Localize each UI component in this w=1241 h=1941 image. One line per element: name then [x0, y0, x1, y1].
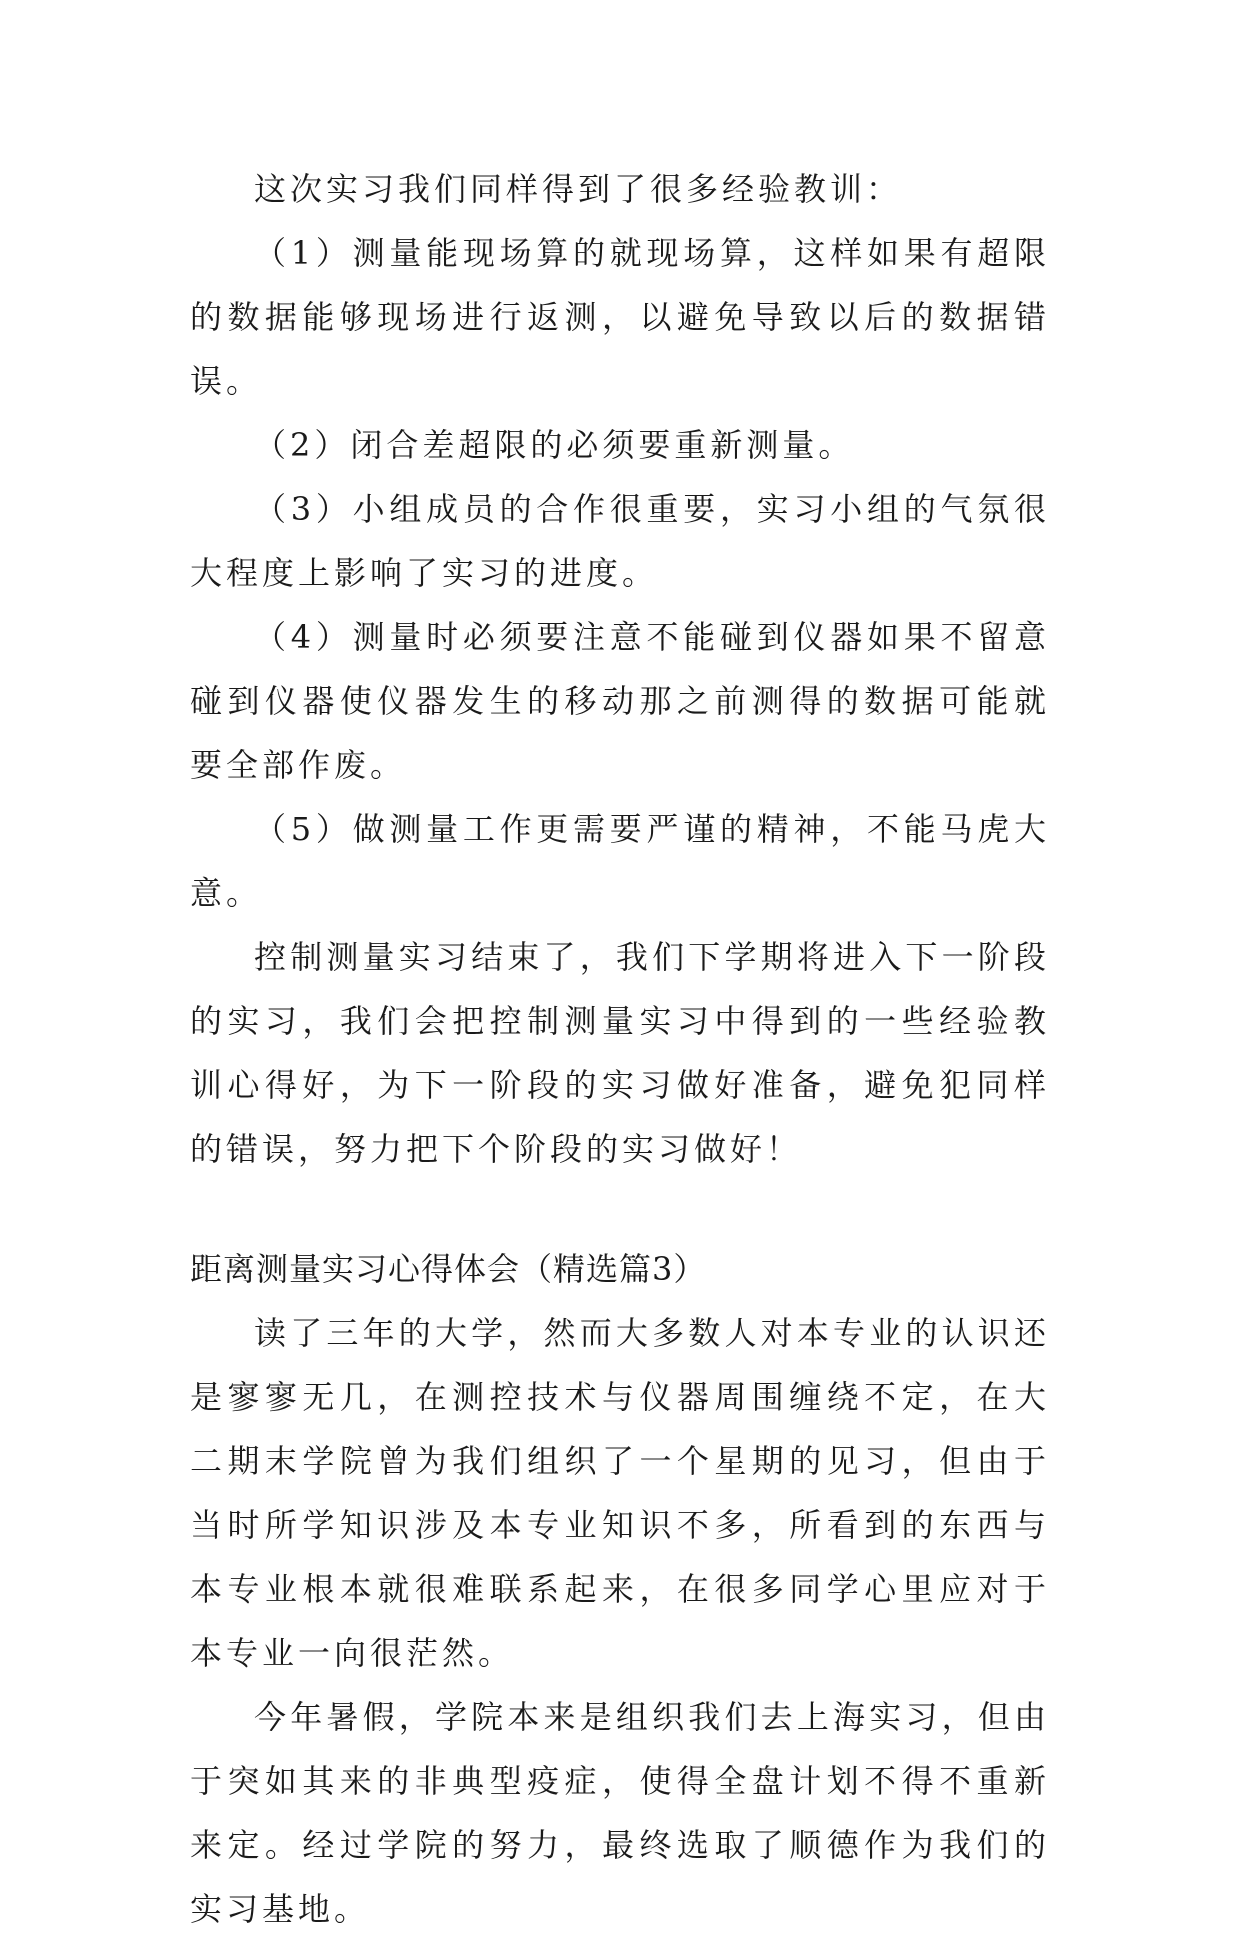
section1-intro: 这次实习我们同样得到了很多经验教训： — [254, 170, 903, 208]
lesson-item-5: （5）做测量工作更需要严谨的精神，不能马虎大意。 — [190, 810, 1050, 912]
section2-title: 距离测量实习心得体会（精选篇3） — [190, 1250, 707, 1288]
lesson-item-4: （4）测量时必须要注意不能碰到仪器如果不留意碰到仪器使仪器发生的移动那之前测得的数据可能就要全部作废。 — [190, 618, 1050, 784]
lesson-item-2: （2）闭合差超限的必须要重新测量。 — [254, 426, 855, 464]
lesson-item-3: （3）小组成员的合作很重要，实习小组的气氛很大程度上影响了实习的进度。 — [190, 490, 1050, 592]
document-body — [190, 157, 1050, 1941]
section1-conclusion: 控制测量实习结束了，我们下学期将进入下一阶段的实习，我们会把控制测量实习中得到的一些经验教训心得好，为下一阶段的实习做好准备，避免犯同样的错误，努力把下个阶段的实习做好！ — [190, 938, 1050, 1168]
lesson-item-1: （1）测量能现场算的就现场算，这样如果有超限的数据能够现场进行返测，以避免导致以后的数据错误。 — [190, 234, 1050, 400]
section2-paragraph-1: 读了三年的大学，然而大多数人对本专业的认识还是寥寥无几，在测控技术与仪器周围缠绕不定，在大二期末学院曾为我们组织了一个星期的见习，但由于当时所学知识涉及本专业知识不多，所看到的东西与本专业根本就很难联系起来，在很多同学心里应对于本专业一向很茫然。 — [190, 1314, 1050, 1672]
section2-paragraph-2: 今年暑假，学院本来是组织我们去上海实习，但由于突如其来的非典型疫症，使得全盘计划不得不重新来定。经过学院的努力，最终选取了顺德作为我们的实习基地。 — [190, 1698, 1050, 1928]
